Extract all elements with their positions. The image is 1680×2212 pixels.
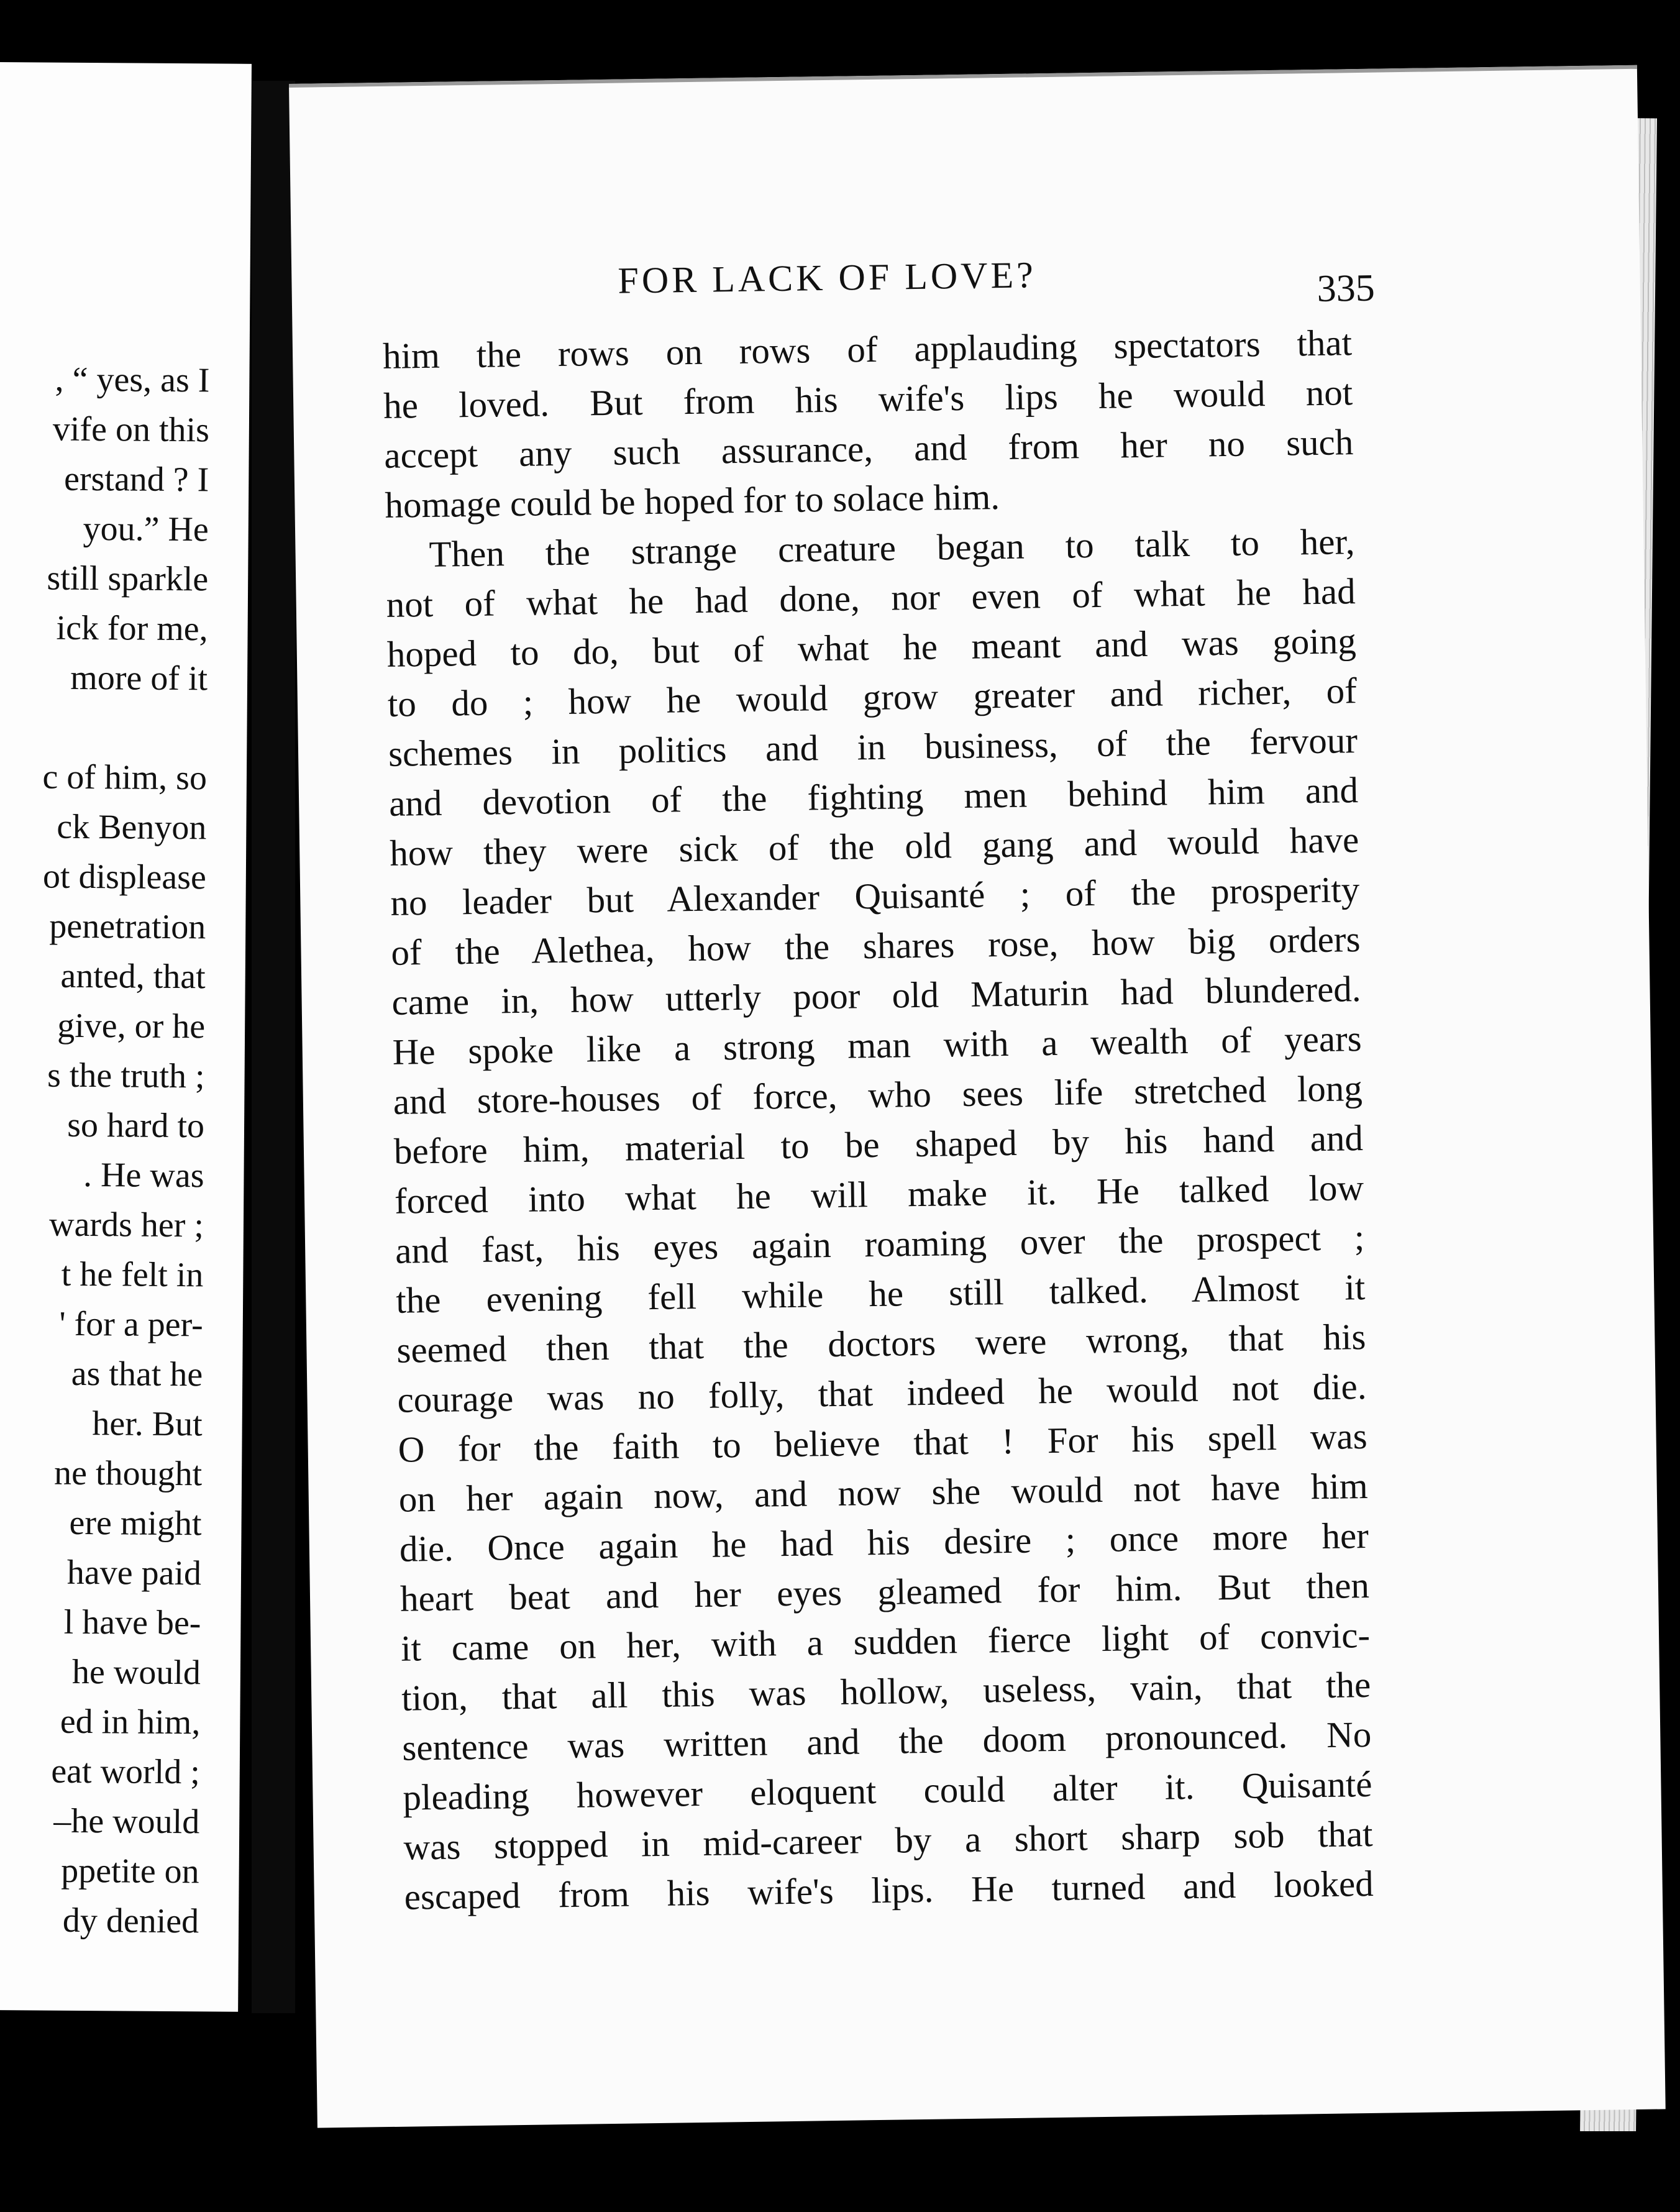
text-line: the evening fell while he still talked. Almost it bbox=[395, 1266, 1366, 1321]
book-gutter bbox=[252, 81, 295, 2013]
left-line: have paid bbox=[66, 1553, 202, 1593]
left-line: ick for me, bbox=[56, 608, 208, 649]
text-line: schemes in politics and in business, of the fervour bbox=[388, 720, 1358, 774]
text-line: pleading however eloquent could alter it. Quisanté bbox=[403, 1763, 1372, 1818]
text-line: no leader but Alexander Quisanté ; of the prosperity bbox=[390, 869, 1360, 923]
text-line: on her again now, and now she would not have him bbox=[398, 1465, 1369, 1520]
left-line: t he felt in bbox=[61, 1255, 204, 1295]
text-line: heart beat and her eyes gleamed for him. But then bbox=[399, 1564, 1370, 1619]
text-line: and fast, his eyes again roaming over the prospect ; bbox=[395, 1217, 1365, 1271]
left-line: give, or he bbox=[57, 1006, 206, 1046]
left-line: ppetite on bbox=[61, 1851, 199, 1891]
left-facing-page bbox=[0, 62, 252, 2012]
text-line: sentence was written and the doom pronounced. No bbox=[401, 1713, 1372, 1768]
text-line: courage was no folly, that indeed he would not die. bbox=[397, 1365, 1367, 1420]
text-line: seemed then that the doctors were wrong, that his bbox=[396, 1315, 1366, 1371]
left-line: ed in him, bbox=[60, 1702, 201, 1742]
text-line: O for the faith to believe that ! For his spell was bbox=[398, 1415, 1368, 1470]
left-line: more of it bbox=[70, 658, 208, 698]
left-line: dy denied bbox=[62, 1901, 199, 1941]
left-line: eat world ; bbox=[51, 1752, 201, 1792]
text-line: escaped from his wife's lips. He turned and looked bbox=[404, 1862, 1374, 1917]
text-line: was stopped in mid-career by a short sharp sob that bbox=[403, 1812, 1373, 1868]
left-line: ne thought bbox=[53, 1453, 203, 1494]
text-line: tion, that all this was hollow, useless, vain, that the bbox=[401, 1663, 1371, 1719]
left-line: as that he bbox=[71, 1354, 203, 1394]
left-line: . He was bbox=[83, 1155, 204, 1195]
text-line: Then the strange creature began to talk to her, bbox=[429, 521, 1355, 575]
right-page bbox=[289, 65, 1666, 2128]
text-line: and devotion of the fighting men behind him and bbox=[388, 769, 1359, 824]
left-page-text bbox=[0, 352, 210, 1946]
text-line: of the Alethea, how the shares rose, how big orders bbox=[391, 918, 1361, 973]
left-line: wards her ; bbox=[48, 1205, 204, 1245]
text-line: to do ; how he would grow greater and richer, of bbox=[387, 670, 1358, 724]
left-line: –he would bbox=[53, 1801, 200, 1842]
text-line: how they were sick of the old gang and would have bbox=[389, 819, 1359, 874]
text-line: He spoke like a strong man with a wealth of years bbox=[392, 1018, 1363, 1072]
left-line: her. But bbox=[92, 1404, 203, 1444]
text-line: accept any such assurance, and from her no such bbox=[383, 421, 1354, 476]
left-line: ot displease bbox=[42, 857, 207, 897]
left-line: anted, that bbox=[60, 956, 206, 997]
text-line: not of what he had done, nor even of what he had bbox=[386, 570, 1356, 625]
left-line: so hard to bbox=[66, 1105, 205, 1146]
left-line: , “ yes, as I bbox=[55, 360, 210, 400]
left-line: l have be- bbox=[63, 1602, 201, 1643]
text-line: he loved. But from his wife's lips he would not bbox=[383, 372, 1353, 426]
left-line: ' for a per- bbox=[59, 1304, 204, 1345]
text-line: hoped to do, but of what he meant and was going bbox=[386, 620, 1357, 675]
left-line: ck Benyon bbox=[57, 807, 207, 848]
text-line: and store-houses of force, who sees life stretched long bbox=[393, 1067, 1363, 1122]
text-line: homage could be hoped for to solace him. bbox=[385, 476, 1000, 526]
running-head bbox=[618, 247, 1488, 316]
header-title: FOR LACK OF LOVE? bbox=[618, 254, 1037, 301]
left-line: he would bbox=[71, 1652, 201, 1693]
left-line: you.” He bbox=[83, 509, 209, 549]
left-line: erstand ? I bbox=[63, 459, 209, 500]
body-text bbox=[383, 318, 1374, 1922]
left-line: vife on this bbox=[52, 409, 210, 450]
text-line: came in, how utterly poor old Maturin had blundered. bbox=[391, 968, 1361, 1023]
left-line: ere might bbox=[69, 1503, 202, 1543]
page-number: 335 bbox=[1317, 267, 1376, 310]
scan-background-bottom bbox=[0, 2131, 1680, 2212]
text-line: before him, material to be shaped by his hand and bbox=[393, 1117, 1364, 1172]
text-line: die. Once again he had his desire ; once more her bbox=[399, 1514, 1369, 1570]
left-line-gap bbox=[0, 700, 208, 753]
left-line: s the truth ; bbox=[47, 1056, 205, 1096]
text-line: him the rows on rows of applauding spectators that bbox=[382, 322, 1353, 377]
left-line: c of him, so bbox=[42, 757, 208, 798]
left-line: still sparkle bbox=[47, 559, 209, 599]
text-line: forced into what he will make it. He talked low bbox=[394, 1167, 1364, 1222]
text-line: it came on her, with a sudden fierce light of convic- bbox=[400, 1614, 1371, 1669]
left-line: penetration bbox=[49, 907, 206, 947]
